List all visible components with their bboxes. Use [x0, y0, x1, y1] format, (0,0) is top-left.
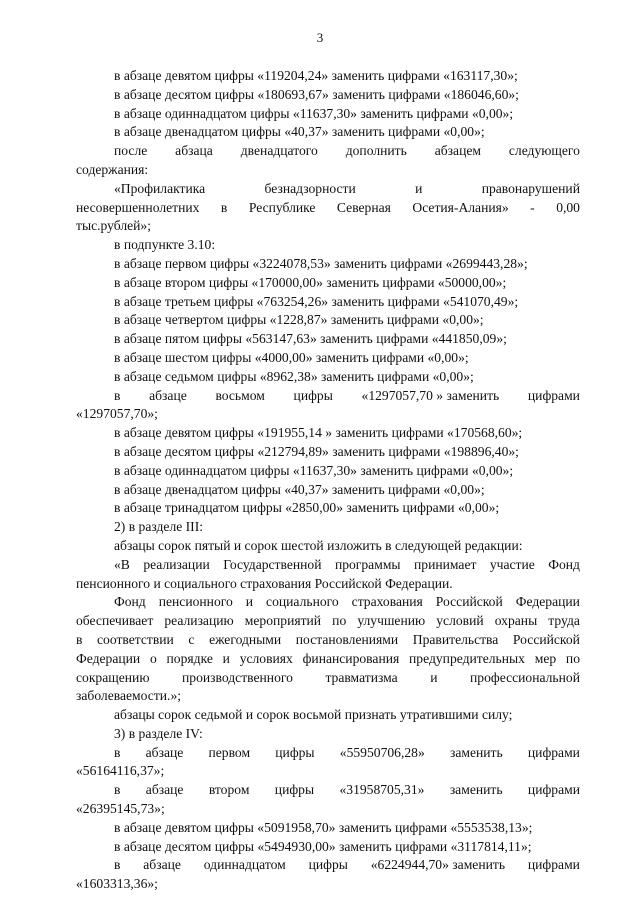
text-word: по — [332, 613, 347, 629]
text-line: в абзаце девятом цифры «5091958,70» заменить цифрами «5553538,13»; — [114, 819, 533, 835]
text-line — [76, 781, 580, 800]
text-word: принимает — [414, 556, 477, 572]
text-word: после — [114, 143, 148, 159]
text-word: цифрами — [527, 744, 580, 760]
text-word: правонарушений — [481, 180, 580, 196]
text-word: цифры — [275, 744, 315, 760]
text-line: абзацы сорок пятый и сорок шестой изложить в следующей редакции: — [114, 537, 523, 553]
text-line — [76, 650, 580, 669]
text-word: и — [222, 650, 230, 666]
text-word: абзаце — [149, 387, 187, 403]
text-word: Фонд — [548, 556, 580, 572]
text-word: Российской — [435, 594, 503, 610]
text-word: порядке — [166, 650, 213, 666]
text-word: заменить — [449, 782, 503, 798]
text-line: в абзаце девятом цифры «119204,24» заменить цифрами «163117,30»; — [114, 68, 518, 83]
text-line: в подпункте 3.10: — [114, 237, 216, 253]
text-word: абзаце — [145, 744, 184, 760]
text-word: обеспечивает — [76, 613, 154, 629]
text-line: 2) в разделе III: — [114, 519, 204, 535]
text-word: абзацем — [434, 143, 481, 159]
text-word: о — [149, 650, 157, 666]
text-word: охраны — [494, 613, 538, 629]
text-word: в — [114, 782, 121, 798]
text-word: в — [114, 857, 121, 873]
text-line: в абзаце третьем цифры «763254,26» заменить цифрами «541070,49»; — [114, 293, 519, 309]
text-word: абзаце — [145, 782, 184, 798]
text-line: содержания: — [76, 161, 149, 177]
text-word: травматизма — [325, 669, 398, 685]
text-line: в абзаце двенадцатом цифры «40,37» заменить цифрами «0,00»; — [114, 481, 485, 497]
text-word: «31958705,31» — [339, 782, 425, 798]
text-word: Республике — [248, 199, 316, 215]
text-word: заменить — [449, 744, 503, 760]
text-word: финансирования — [302, 650, 400, 666]
text-word: дополнить — [345, 143, 407, 159]
text-word: и — [245, 594, 254, 610]
text-word: программы — [334, 556, 401, 572]
text-word: - — [530, 199, 535, 215]
text-line: в абзаце одиннадцатом цифры «11637,30» заменить цифрами «0,00»; — [114, 462, 514, 478]
text-word: Осетия-Алания» — [412, 199, 509, 215]
text-word: Правительства — [412, 631, 499, 647]
text-word: Федерации — [76, 650, 141, 666]
text-line: «56164116,37»; — [76, 763, 165, 779]
text-word: цифрами — [527, 857, 580, 873]
text-word: по — [565, 650, 580, 666]
text-word: ежегодными — [209, 631, 282, 647]
text-word: несовершеннолетних — [76, 199, 200, 215]
document-body — [76, 67, 580, 894]
text-word: в — [220, 199, 228, 215]
text-word: постановлениями — [295, 631, 399, 647]
text-word: восьмом — [215, 387, 265, 403]
text-word: одиннадцатом — [203, 857, 286, 873]
text-word: реализацию — [164, 613, 234, 629]
text-word: абзаца — [175, 143, 213, 159]
text-word: цифры — [274, 782, 315, 798]
text-word: реализации — [143, 556, 210, 572]
text-word: Северная — [336, 199, 391, 215]
text-line: в абзаце десятом цифры «212794,89» заменить цифрами «198896,40»; — [114, 443, 519, 459]
text-word: профессиональной — [470, 669, 580, 685]
text-line: «26395145,73»; — [76, 801, 165, 817]
text-word: страхования — [351, 594, 423, 610]
page-number: 3 — [316, 30, 324, 45]
text-line: в абзаце первом цифры «3224078,53» заменить цифрами «2699443,28»; — [114, 255, 528, 271]
text-word: и — [415, 180, 423, 196]
text-word: «Профилактика — [114, 180, 206, 196]
text-word: «6224944,70» заменить — [370, 857, 506, 873]
text-word: в — [76, 631, 83, 647]
text-line: «1603313,36»; — [76, 876, 158, 892]
text-line — [76, 669, 580, 688]
text-word: цифрами — [527, 782, 580, 798]
text-line — [76, 593, 580, 612]
text-word: «В — [114, 556, 130, 572]
text-line — [76, 556, 580, 575]
text-line: в абзаце девятом цифры «191955,14 » заменить цифрами «170568,60»; — [114, 425, 523, 441]
text-word: следующего — [508, 143, 580, 159]
text-word: цифры — [293, 387, 333, 403]
text-line: в абзаце четвертом цифры «1228,87» заменить цифрами «0,00»; — [114, 312, 484, 328]
text-line: абзацы сорок седьмой и сорок восьмой признать утратившими силу; — [114, 707, 513, 723]
text-word: Федерации — [515, 594, 580, 610]
text-word: условий — [436, 613, 484, 629]
text-line: в абзаце шестом цифры «4000,00» заменить цифрами «0,00»; — [114, 349, 469, 365]
text-line: «1297057,70»; — [76, 406, 158, 422]
text-line — [76, 612, 580, 631]
text-line — [76, 199, 580, 218]
text-word: пенсионного — [158, 594, 233, 610]
text-word: предупредительных — [409, 650, 525, 666]
text-word: абзаце — [143, 857, 181, 873]
text-line — [76, 856, 580, 875]
text-line: в абзаце тринадцатом цифры «2850,00» заменить цифрами «0,00»; — [114, 500, 500, 516]
text-word: труда — [548, 613, 580, 629]
text-line: в абзаце двенадцатом цифры «40,37» заменить цифрами «0,00»; — [114, 124, 485, 140]
text-word: в — [114, 387, 121, 403]
text-line: в абзаце десятом цифры «180693,67» заменить цифрами «186046,60»; — [114, 86, 519, 102]
text-word: мер — [534, 650, 557, 666]
text-word: Фонд — [114, 594, 146, 610]
text-word: втором — [208, 782, 250, 798]
text-line — [76, 744, 580, 763]
text-line: в абзаце втором цифры «170000,00» заменить цифрами «50000,00»; — [114, 274, 507, 290]
text-word: 0,00 — [556, 199, 580, 215]
text-word: производственного — [182, 669, 293, 685]
text-line: 3) в разделе IV: — [114, 725, 203, 741]
text-line — [76, 631, 580, 650]
text-line: тыс.рублей»; — [76, 218, 151, 234]
text-line — [76, 180, 580, 199]
text-line: в абзаце одиннадцатом цифры «11637,30» заменить цифрами «0,00»; — [114, 105, 514, 121]
text-line — [76, 387, 580, 406]
text-word: улучшению — [357, 613, 426, 629]
text-word: двенадцатого — [240, 143, 318, 159]
text-line: заболеваемости.»; — [76, 688, 182, 704]
text-word: и — [430, 669, 438, 685]
text-word: с — [188, 631, 195, 647]
text-word: «1297057,70 » заменить — [361, 387, 500, 403]
text-word: Российской — [512, 631, 580, 647]
text-word: цифры — [308, 857, 348, 873]
text-word: в — [114, 744, 121, 760]
text-word: первом — [208, 744, 251, 760]
text-line — [76, 142, 580, 161]
text-line: в абзаце десятом цифры «5494930,00» заменить цифрами «3117814,11»; — [114, 838, 532, 854]
text-word: участие — [489, 556, 535, 572]
text-word: соответствии — [97, 631, 174, 647]
text-line: в абзаце седьмом цифры «8962,38» заменить цифрами «0,00»; — [114, 368, 474, 384]
text-word: цифрами — [527, 387, 580, 403]
text-word: сокращению — [76, 669, 150, 685]
text-word: безнадзорности — [264, 180, 356, 196]
text-word: мероприятий — [244, 613, 322, 629]
text-word: условиях — [239, 650, 293, 666]
text-word: Государственной — [223, 556, 322, 572]
text-word: «55950706,28» — [339, 744, 425, 760]
text-word: социального — [266, 594, 339, 610]
text-line: пенсионного и социального страхования Российской Федерации. — [76, 575, 453, 591]
text-line: в абзаце пятом цифры «563147,63» заменить цифрами «441850,09»; — [114, 331, 507, 347]
